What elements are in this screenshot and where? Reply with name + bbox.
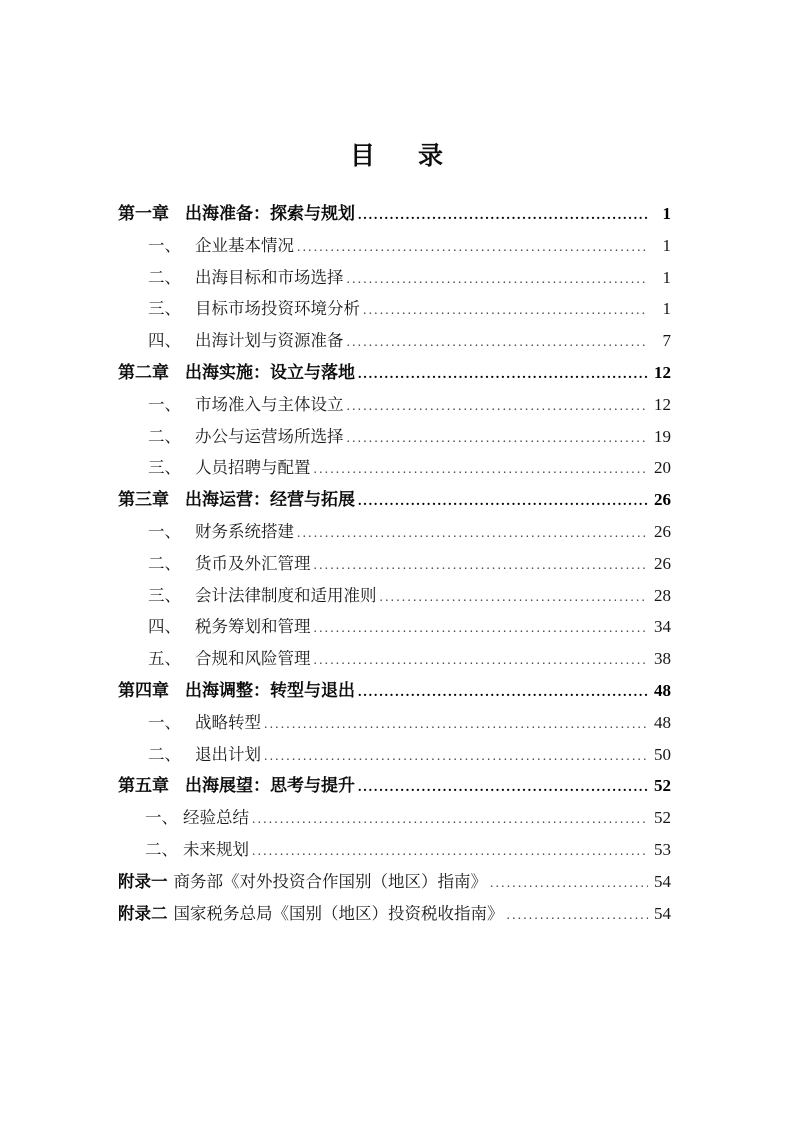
toc-entry-marker: 二、 xyxy=(145,840,178,859)
toc-entry-title: 合规和风险管理 xyxy=(195,650,311,669)
toc-dot-leader xyxy=(252,803,648,835)
toc-entry-title: 人员招聘与配置 xyxy=(195,459,311,478)
toc-dot-leader xyxy=(264,740,648,772)
toc-entry-chapter-label: 第五章 xyxy=(118,776,169,796)
toc-entry-19[interactable] xyxy=(118,770,671,802)
toc-entry-page-number: 48 xyxy=(654,680,671,700)
toc-entry-title: 出海实施：设立与落地 xyxy=(185,362,355,382)
toc-entry-marker: 三、 xyxy=(148,586,181,605)
toc-entry-page-number: 12 xyxy=(654,362,671,382)
toc-entry-page-number: 1 xyxy=(662,267,671,287)
toc-entry-marker: 二、 xyxy=(148,268,181,287)
toc-entry-marker: 一、 xyxy=(145,809,178,828)
toc-entry-15[interactable] xyxy=(118,643,671,675)
toc-dot-leader xyxy=(314,612,649,644)
toc-entry-title: 企业基本情况 xyxy=(195,236,294,255)
toc-dot-leader xyxy=(347,390,649,422)
toc-entry-5[interactable] xyxy=(118,325,671,357)
toc-entry-page-number: 1 xyxy=(662,235,671,255)
toc-entry-4[interactable] xyxy=(118,293,671,325)
toc-entry-title: 出海运营：经营与拓展 xyxy=(185,490,355,510)
toc-entry-18[interactable] xyxy=(118,739,671,771)
toc-entry-1[interactable] xyxy=(118,198,671,230)
toc-entry-title: 货币及外汇管理 xyxy=(195,554,311,573)
toc-entry-chapter-label: 第三章 xyxy=(118,490,169,510)
toc-entry-20[interactable] xyxy=(118,802,671,834)
toc-dot-leader xyxy=(380,581,649,613)
toc-entry-title: 出海目标和市场选择 xyxy=(195,268,344,287)
toc-entry-page-number: 54 xyxy=(654,871,671,891)
toc-entry-3[interactable] xyxy=(118,262,671,294)
toc-dot-leader xyxy=(297,517,648,549)
toc-entry-page-number: 1 xyxy=(662,299,671,319)
toc-entry-marker: 一、 xyxy=(148,395,181,414)
toc-entry-title: 战略转型 xyxy=(195,713,261,732)
toc-dot-leader xyxy=(264,708,648,740)
toc-entry-marker: 四、 xyxy=(148,618,181,637)
toc-entry-page-number: 53 xyxy=(654,839,671,859)
toc-entry-title: 财务系统搭建 xyxy=(195,522,294,541)
toc-entry-title: 出海调整：转型与退出 xyxy=(185,680,355,700)
toc-entry-chapter-label: 第一章 xyxy=(118,204,169,223)
toc-dot-leader xyxy=(347,326,649,358)
toc-entry-13[interactable] xyxy=(118,580,671,612)
toc-entry-2[interactable] xyxy=(118,230,671,262)
toc-dot-leader xyxy=(314,453,649,485)
toc-entry-marker: 三、 xyxy=(148,300,181,319)
toc-entry-12[interactable] xyxy=(118,548,671,580)
toc-entry-marker: 二、 xyxy=(148,554,181,573)
toc-entry-page-number: 12 xyxy=(654,394,671,414)
toc-entry-page-number: 26 xyxy=(654,490,671,510)
toc-entry-title: 国家税务总局《国别（地区）投资税收指南》 xyxy=(173,904,504,923)
toc-entry-23[interactable] xyxy=(118,898,671,930)
toc-entry-marker: 一、 xyxy=(148,522,181,541)
toc-dot-leader xyxy=(347,422,649,454)
toc-entry-marker: 一、 xyxy=(148,713,181,732)
toc-entry-title: 出海展望：思考与提升 xyxy=(185,776,355,796)
toc-entry-title: 市场准入与主体设立 xyxy=(195,395,344,414)
toc-entry-7[interactable] xyxy=(118,389,671,421)
toc-entry-page-number: 50 xyxy=(654,744,671,764)
toc-entry-22[interactable] xyxy=(118,866,671,898)
toc-entry-page-number: 1 xyxy=(662,204,671,223)
toc-entry-marker: 五、 xyxy=(148,650,181,669)
toc-entry-10[interactable] xyxy=(118,484,671,516)
toc-entry-marker: 一、 xyxy=(148,236,181,255)
toc-dot-leader xyxy=(314,549,649,581)
toc-dot-leader xyxy=(358,484,648,518)
toc-entry-title: 办公与运营场所选择 xyxy=(195,427,344,446)
toc-entry-title: 经验总结 xyxy=(183,809,249,828)
toc-dot-leader xyxy=(314,644,649,676)
toc-entry-title: 商务部《对外投资合作国别（地区）指南》 xyxy=(173,872,487,891)
page-title: 目 录 xyxy=(349,142,452,170)
toc-entry-page-number: 34 xyxy=(654,617,671,637)
toc-entry-chapter-label: 附录二 xyxy=(118,904,168,923)
toc-dot-leader xyxy=(347,263,649,295)
toc-dot-leader xyxy=(507,899,649,931)
toc-entry-chapter-label: 附录一 xyxy=(118,872,168,891)
toc-entry-page-number: 48 xyxy=(654,712,671,732)
toc-entry-page-number: 28 xyxy=(654,585,671,605)
toc-entry-page-number: 52 xyxy=(654,808,671,828)
toc-dot-leader xyxy=(252,835,648,867)
toc-entry-page-number: 26 xyxy=(654,553,671,573)
toc-entry-page-number: 38 xyxy=(654,649,671,669)
toc-entry-21[interactable] xyxy=(118,834,671,866)
toc-entry-marker: 二、 xyxy=(148,427,181,446)
toc-entry-page-number: 7 xyxy=(662,331,671,351)
toc-dot-leader xyxy=(490,867,648,899)
toc-dot-leader xyxy=(358,357,648,391)
toc-entry-6[interactable] xyxy=(118,357,671,389)
toc-entry-page-number: 19 xyxy=(654,426,671,446)
toc-entry-title: 出海计划与资源准备 xyxy=(195,332,344,351)
toc-entry-page-number: 20 xyxy=(654,458,671,478)
toc-dot-leader xyxy=(358,198,648,232)
toc-dot-leader xyxy=(363,294,648,326)
toc-entry-8[interactable] xyxy=(118,421,671,453)
toc-dot-leader xyxy=(297,231,648,263)
toc-entry-chapter-label: 第二章 xyxy=(118,362,169,382)
toc-entry-marker: 二、 xyxy=(148,745,181,764)
toc-entry-title: 会计法律制度和适用准则 xyxy=(195,586,377,605)
toc-entry-page-number: 54 xyxy=(654,903,671,923)
toc-list xyxy=(118,198,671,929)
toc-entry-14[interactable] xyxy=(118,611,671,643)
toc-entry-marker: 三、 xyxy=(148,459,181,478)
toc-entry-title: 未来规划 xyxy=(183,840,249,859)
toc-dot-leader xyxy=(358,770,648,804)
toc-entry-17[interactable] xyxy=(118,707,671,739)
toc-dot-leader xyxy=(358,675,648,709)
toc-entry-11[interactable] xyxy=(118,516,671,548)
toc-entry-title: 出海准备：探索与规划 xyxy=(185,204,355,223)
toc-entry-title: 退出计划 xyxy=(195,745,261,764)
toc-entry-chapter-label: 第四章 xyxy=(118,680,169,700)
toc-entry-9[interactable] xyxy=(118,452,671,484)
toc-entry-title: 目标市场投资环境分析 xyxy=(195,300,360,319)
toc-entry-marker: 四、 xyxy=(148,332,181,351)
toc-entry-title: 税务筹划和管理 xyxy=(195,618,311,637)
toc-entry-page-number: 52 xyxy=(654,776,671,796)
toc-entry-page-number: 26 xyxy=(654,521,671,541)
toc-entry-16[interactable] xyxy=(118,675,671,707)
